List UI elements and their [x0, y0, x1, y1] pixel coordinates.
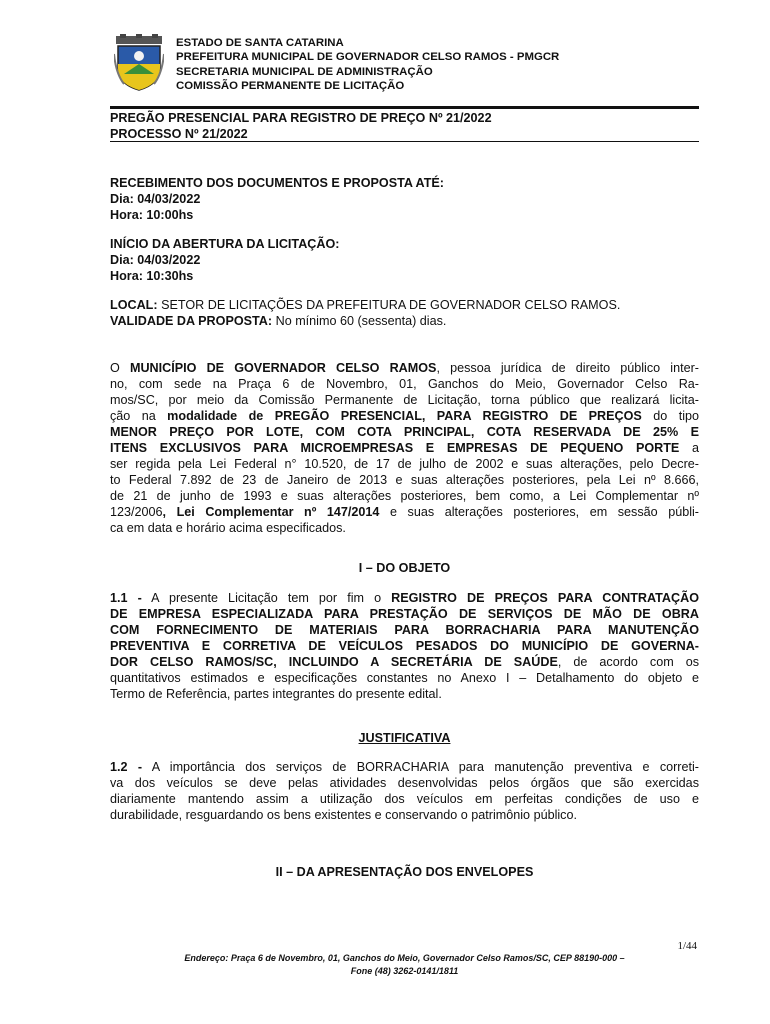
- intro-text: , pessoa jurídica de direito público inter-: [436, 361, 699, 375]
- title-pregao: PREGÃO PRESENCIAL PARA REGISTRO DE PREÇO Nº 21/2022: [110, 111, 492, 125]
- receipt-heading: RECEBIMENTO DOS DOCUMENTOS E PROPOSTA ATÉ:: [110, 176, 444, 190]
- opening-day: Dia: 04/03/2022: [110, 253, 201, 267]
- object-text: A presente Licitação tem por fim o: [141, 591, 392, 605]
- letterhead: [176, 36, 559, 93]
- exclusive-items: ITENS EXCLUSIVOS PARA MICROEMPRESAS E EMPRESAS DE PEQUENO PORTE: [110, 441, 680, 455]
- justification-heading: [110, 730, 699, 746]
- justification-text: va dos veículos se deve pelas atividades desenvolvidas pelos órgãos que são exercidas: [110, 776, 699, 790]
- letterhead-secretariat: SECRETARIA MUNICIPAL DE ADMINISTRAÇÃO: [176, 65, 433, 78]
- page-number: 1/44: [677, 940, 697, 952]
- receipt-hour: Hora: 10:00hs: [110, 208, 194, 222]
- justification-paragraph: [110, 759, 699, 823]
- local-text: SETOR DE LICITAÇÕES DA PREFEITURA DE GOVERNADOR CELSO RAMOS.: [157, 298, 621, 312]
- section-1-heading: I – DO OBJETO: [358, 561, 451, 575]
- intro-text: mos/SC, por meio da Comissão Permanente de Licitação, torna público que realizará licita-: [110, 393, 699, 407]
- object-text: Termo de Referência, partes integrantes do presente edital.: [110, 687, 442, 701]
- letterhead-prefecture: PREFEITURA MUNICIPAL DE GOVERNADOR CELSO RAMOS - PMGCR: [176, 51, 560, 64]
- title-processo: PROCESSO Nº 21/2022: [110, 127, 248, 141]
- object-text: DE EMPRESA ESPECIALIZADA PARA PRESTAÇÃO DE SERVIÇOS DE MÃO DE OBRA: [110, 607, 699, 621]
- justification-text: A importância dos serviços de BORRACHARIA para manutenção preventiva e correti-: [142, 760, 699, 774]
- intro-text: O: [110, 361, 130, 375]
- object-text: PREVENTIVA E CORRETIVA DE VEÍCULOS PESADOS DO MUNICÍPIO DE GOVERNA-: [110, 639, 699, 653]
- receipt-block: [110, 175, 699, 223]
- object-text: , de acordo com os: [557, 655, 699, 669]
- intro-text: ção na: [110, 409, 168, 423]
- municipality-name: MUNICÍPIO DE GOVERNADOR CELSO RAMOS: [129, 361, 437, 375]
- intro-text: ser regida pela Lei Federal n° 10.520, de 17 de julho de 2002 e suas alterações, pelo Decre-: [110, 457, 699, 471]
- justification-text: diariamente mantendo assim a utilização dos veículos em perfeitas condições de uso e: [110, 792, 699, 806]
- top-divider: [110, 106, 699, 109]
- intro-text: to Federal 7.892 de 23 de Janeiro de 2013 e suas alterações posteriores, pela Lei nº 8.666,: [110, 473, 699, 487]
- object-text: COM FORNECIMENTO DE MATERIAIS PARA BORRACHARIA PARA MANUTENÇÃO: [110, 623, 699, 637]
- price-type: MENOR PREÇO POR LOTE, COM COTA PRINCIPAL, COTA RESERVADA DE 25% E: [110, 425, 699, 439]
- footer-phone: Fone (48) 3262-0141/1811: [350, 966, 459, 976]
- letterhead-commission: COMISSÃO PERMANENTE DE LICITAÇÃO: [176, 79, 405, 92]
- opening-block: [110, 236, 699, 284]
- letterhead-state: ESTADO DE SANTA CATARINA: [176, 37, 344, 49]
- clause-number: 1.1 -: [110, 591, 142, 605]
- footer-address: Endereço: Praça 6 de Novembro, 01, Ganchos do Meio, Governador Celso Ramos/SC, CEP 88190-000 –: [184, 953, 625, 963]
- local-label: LOCAL:: [110, 298, 158, 312]
- intro-text: a: [679, 441, 699, 455]
- intro-text: ca em data e horário acima especificados.: [110, 521, 346, 535]
- title-divider: [110, 141, 699, 142]
- object-text: DOR CELSO RAMOS/SC, INCLUINDO A SECRETÁRIA DE SAÚDE: [110, 655, 558, 669]
- object-paragraph: [110, 590, 699, 702]
- opening-heading: INÍCIO DA ABERTURA DA LICITAÇÃO:: [110, 237, 340, 251]
- validity-text: No mínimo 60 (sessenta) dias.: [272, 314, 447, 328]
- local-block: [110, 297, 699, 329]
- intro-text: do tipo: [641, 409, 700, 423]
- intro-text: de 21 de junho de 1993 e suas alterações posteriores, bem como, a Lei Complementar nº: [110, 489, 699, 503]
- law-reference: , Lei Complementar nº 147/2014: [162, 505, 380, 519]
- opening-hour: Hora: 10:30hs: [110, 269, 194, 283]
- intro-text: e suas alterações posteriores, em sessão públi-: [379, 505, 700, 519]
- object-text: REGISTRO DE PREÇOS PARA CONTRATAÇÃO: [391, 591, 700, 605]
- clause-number: 1.2 -: [110, 760, 143, 774]
- municipal-coat-of-arms-icon: [114, 34, 164, 92]
- object-text: quantitativos estimados e especificações constantes no Anexo I – Detalhamento do objeto e: [110, 671, 699, 685]
- document-title: [110, 110, 492, 142]
- justification-heading-text: JUSTIFICATIVA: [358, 731, 451, 745]
- intro-paragraph: [110, 360, 699, 536]
- section-2-heading: II – DA APRESENTAÇÃO DOS ENVELOPES: [275, 865, 534, 879]
- justification-text: durabilidade, resguardando os bens existentes e conservando o patrimônio público.: [110, 808, 577, 822]
- validity-label: VALIDADE DA PROPOSTA:: [110, 314, 273, 328]
- modality: modalidade de PREGÃO PRESENCIAL, PARA REGISTRO DE PREÇOS: [167, 409, 642, 423]
- intro-text: no, com sede na Praça 6 de Novembro, 01, Ganchos do Meio, Governador Celso Ra-: [110, 377, 699, 391]
- receipt-day: Dia: 04/03/2022: [110, 192, 201, 206]
- page-footer: [110, 952, 699, 978]
- intro-text: 123/2006: [110, 505, 163, 519]
